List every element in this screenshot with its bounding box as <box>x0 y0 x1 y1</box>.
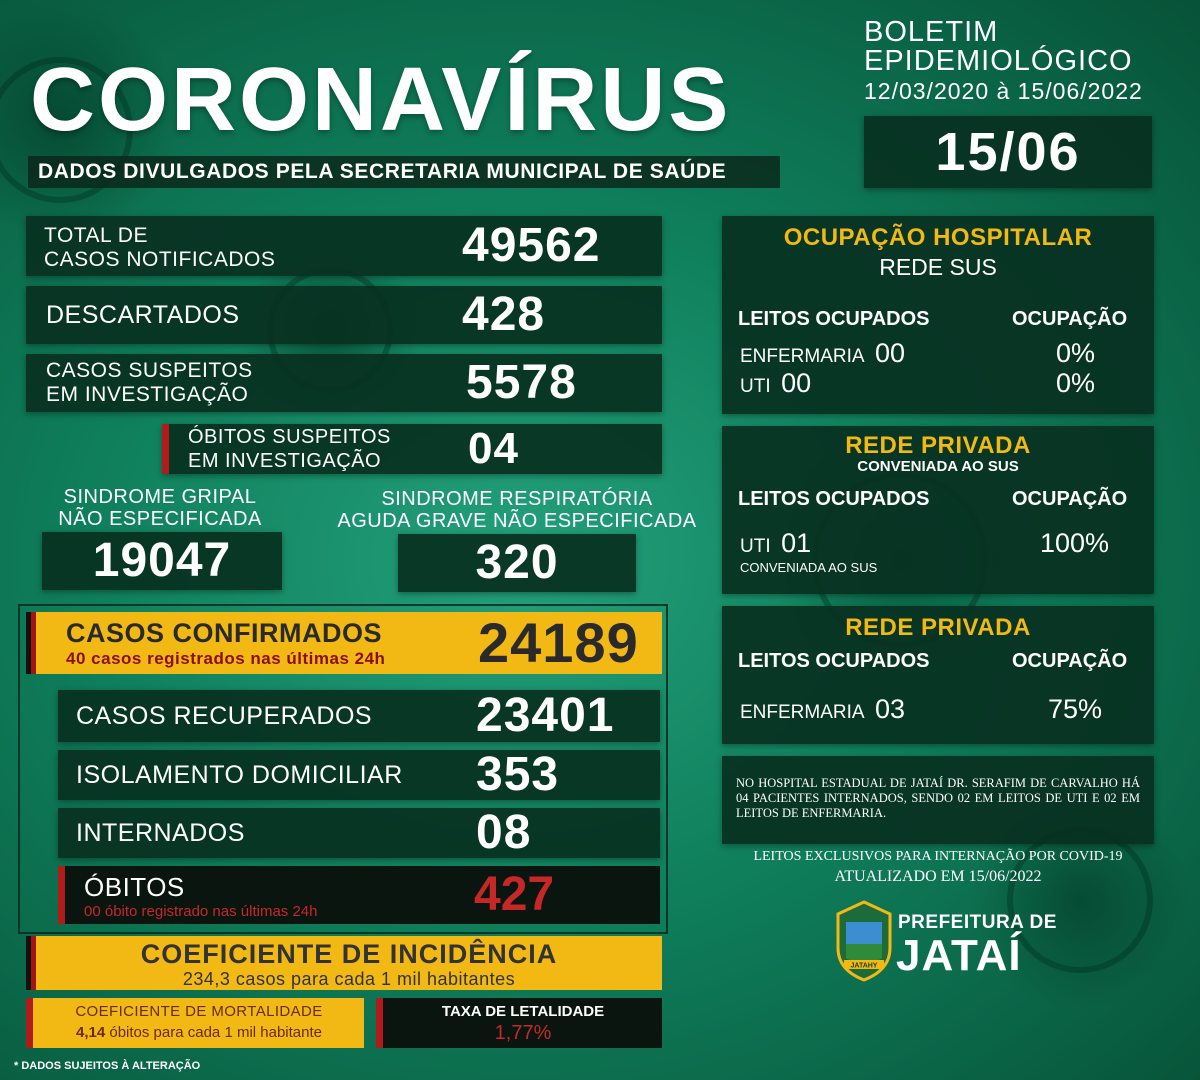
page-title: CORONAVÍRUS <box>30 50 732 150</box>
obitos-suspeitos-value: 04 <box>468 424 519 473</box>
atualizado-text: ATUALIZADO EM 15/06/2022 <box>834 868 1042 885</box>
accent-stripe <box>26 612 36 674</box>
descartados-box <box>26 286 662 344</box>
letalidade-value: 1,77% <box>494 1022 552 1044</box>
incidencia-box <box>26 936 662 990</box>
uti-note: CONVENIADA AO SUS <box>740 560 878 575</box>
city-crest-icon <box>834 900 894 982</box>
obitos-box <box>58 866 660 924</box>
privada-conveniada-col-ocupacao: OCUPAÇÃO <box>1012 488 1128 510</box>
jatai-logo-text: JATAÍ <box>896 931 1022 980</box>
bulletin-date: 15/06 <box>864 116 1152 188</box>
enfermaria-value: 03 <box>875 694 906 724</box>
letalidade-title: TAXA DE LETALIDADE <box>441 1003 605 1020</box>
red-accent-stripe <box>58 866 65 924</box>
boletim-line-1: BOLETIM <box>864 16 999 48</box>
isolamento-label: ISOLAMENTO DOMICILIAR <box>76 761 403 789</box>
disclaimer-footnote: * DADOS SUJEITOS À ALTERAÇÃO <box>14 1060 201 1072</box>
confirmados-sub-text: casos registrados nas últimas 24h <box>91 649 386 668</box>
uti-label: UTI <box>740 536 771 557</box>
notificados-value: 49562 <box>462 219 601 272</box>
privada-conveniada-box <box>722 426 1154 594</box>
privada-conveniada-row-uti <box>740 528 811 559</box>
confirmados-sub <box>66 649 385 669</box>
obitos-sub: 00 óbito registrado nas últimas 24h <box>84 903 318 920</box>
mortalidade-line <box>34 1024 364 1041</box>
srag-label-2: AGUDA GRAVE NÃO ESPECIFICADA <box>337 510 697 532</box>
descartados-value: 428 <box>462 288 546 341</box>
obitos-suspeitos-box <box>162 424 662 474</box>
sindrome-gripal-label-1: SINDROME GRIPAL <box>63 486 257 508</box>
confirmados-sub-count: 40 <box>66 649 86 668</box>
page-subtitle: DADOS DIVULGADOS PELA SECRETARIA MUNICIPAL DE SAÚDE <box>38 160 727 183</box>
subtitle-bar <box>28 156 780 188</box>
privada-conveniada-subtitle: CONVENIADA AO SUS <box>857 458 1019 475</box>
ocupacao-sus-row-enfermaria <box>740 338 905 369</box>
red-accent-stripe <box>376 998 383 1048</box>
notificados-label-2: CASOS NOTIFICADOS <box>44 248 276 271</box>
obitos-suspeitos-label-2: EM INVESTIGAÇÃO <box>188 450 382 472</box>
privada-conveniada-title: REDE PRIVADA <box>845 432 1031 459</box>
isolamento-box <box>58 750 660 800</box>
suspeitos-label-2: EM INVESTIGAÇÃO <box>46 383 249 406</box>
boletim-period: 12/03/2020 à 15/06/2022 <box>864 78 1143 104</box>
ocupacao-sus-box <box>722 216 1154 414</box>
ocupacao-sus-title: OCUPAÇÃO HOSPITALAR <box>783 224 1093 251</box>
privada-title: REDE PRIVADA <box>845 614 1031 641</box>
privada-row-enfermaria <box>740 694 905 725</box>
red-accent-stripe <box>162 424 169 474</box>
notificados-box <box>26 216 662 276</box>
enfermaria-label: ENFERMARIA <box>740 702 865 723</box>
obitos-suspeitos-label-1: ÓBITOS SUSPEITOS <box>188 426 391 448</box>
internados-value: 08 <box>476 806 532 859</box>
incidencia-title: COEFICIENTE DE INCIDÊNCIA <box>140 939 558 969</box>
ocupacao-sus-subtitle: REDE SUS <box>879 254 997 280</box>
privada-conveniada-col-leitos: LEITOS OCUPADOS <box>738 488 930 510</box>
privada-col-leitos: LEITOS OCUPADOS <box>738 650 930 672</box>
recuperados-value: 23401 <box>476 689 615 742</box>
red-accent-stripe <box>26 998 33 1048</box>
accent-stripe <box>26 936 36 990</box>
confirmados-box <box>26 612 662 674</box>
leitos-exclusivos-text: LEITOS EXCLUSIVOS PARA INTERNAÇÃO POR COVID-19 <box>753 849 1123 864</box>
recuperados-label: CASOS RECUPERADOS <box>76 702 373 730</box>
leitos-exclusivos-note <box>716 847 1160 887</box>
ocupacao-sus-col-leitos: LEITOS OCUPADOS <box>738 308 930 330</box>
obitos-label: ÓBITOS <box>84 872 185 902</box>
confirmados-value: 24189 <box>478 611 639 674</box>
privada-col-ocupacao: OCUPAÇÃO <box>1012 650 1128 672</box>
sindrome-gripal-label-2: NÃO ESPECIFICADA <box>58 508 262 530</box>
hospital-note-box <box>722 756 1154 844</box>
privada-box <box>722 606 1154 744</box>
enfermaria-pct: 75% <box>1048 694 1103 724</box>
isolamento-value: 353 <box>476 748 560 801</box>
srag-value: 320 <box>398 534 636 592</box>
mortalidade-title: COEFICIENTE DE MORTALIDADE <box>75 1003 323 1020</box>
suspeitos-box <box>26 354 662 412</box>
letalidade-box <box>376 998 662 1048</box>
sindrome-gripal-label <box>40 486 280 530</box>
incidencia-text: 234,3 casos para cada 1 mil habitantes <box>182 969 516 989</box>
internados-label: INTERNADOS <box>76 819 245 847</box>
suspeitos-value: 5578 <box>466 356 577 409</box>
mortalidade-value: 4,14 <box>75 1024 106 1041</box>
notificados-label-1: TOTAL DE <box>44 224 148 247</box>
boletim-heading <box>864 18 1164 106</box>
ocupacao-sus-row-uti <box>740 368 811 399</box>
sindrome-gripal-value: 19047 <box>42 532 282 590</box>
enfermaria-pct: 0% <box>1056 338 1096 368</box>
ocupacao-sus-col-ocupacao: OCUPAÇÃO <box>1012 308 1128 330</box>
internados-box <box>58 808 660 858</box>
uti-pct: 0% <box>1056 368 1096 398</box>
boletim-line-2: EPIDEMIOLÓGICO <box>864 45 1133 77</box>
mortalidade-text: óbitos para cada 1 mil habitante <box>109 1024 322 1041</box>
mortalidade-box <box>26 998 364 1048</box>
prefeitura-label: PREFEITURA DE <box>898 912 1057 933</box>
descartados-label: DESCARTADOS <box>46 301 240 329</box>
confirmados-label: CASOS CONFIRMADOS <box>66 618 383 648</box>
uti-pct: 100% <box>1040 528 1110 558</box>
crest-text: JATAHY <box>850 962 878 970</box>
srag-label <box>320 488 714 532</box>
uti-value: 01 <box>781 528 812 558</box>
uti-value: 00 <box>781 368 812 398</box>
hospital-note: NO HOSPITAL ESTADUAL DE JATAÍ DR. SERAFIM DE CARVALHO HÁ 04 PACIENTES INTERNADOS, SENDO 02 EM LEITOS DE UTI E 02 EM LEITOS DE ENFERMARIA. <box>736 776 1140 820</box>
suspeitos-label-1: CASOS SUSPEITOS <box>46 359 253 382</box>
uti-label: UTI <box>740 376 771 397</box>
obitos-value: 427 <box>474 868 555 921</box>
enfermaria-label: ENFERMARIA <box>740 346 865 367</box>
recuperados-box <box>58 690 660 742</box>
enfermaria-value: 00 <box>875 338 906 368</box>
srag-label-1: SINDROME RESPIRATÓRIA <box>381 488 653 510</box>
